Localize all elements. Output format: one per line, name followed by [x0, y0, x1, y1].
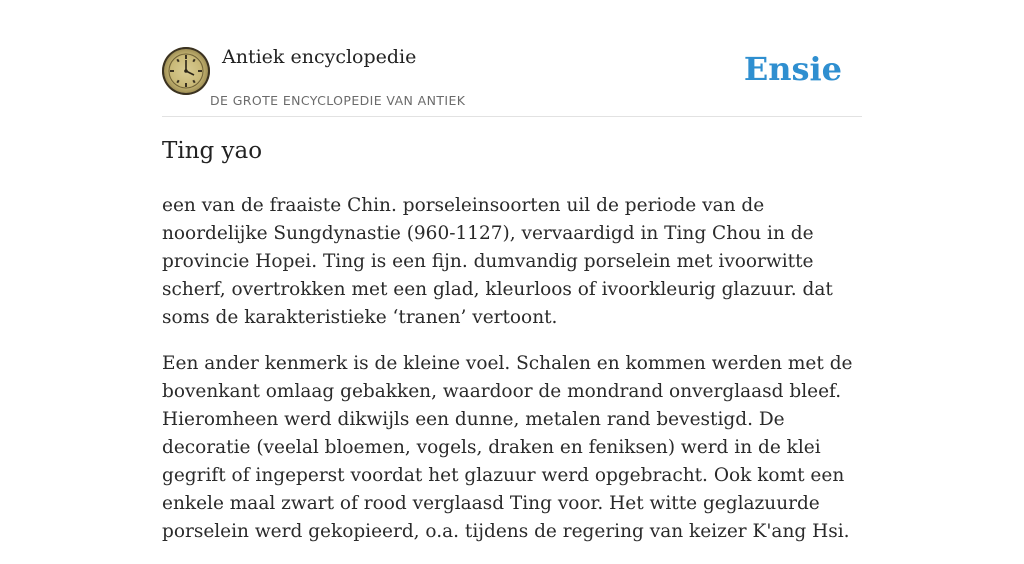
entry-title: Ting yao: [162, 138, 263, 164]
entry-paragraph: Een ander kenmerk is de kleine voel. Schalen en kommen werden met de bovenkant omlaag gebakken, waardoor de mondrand onverglaasd bleef. Hieromheen werd dikwijls een dunne, metalen rand bevestigd. De decoratie (veelal bloemen, vogels, draken en feniksen) werd in de klei gegrift of ingeperst voordat het glazuur werd opgebracht. Ook komt een enkele maal zwart of rood verglaasd Ting voor. Het witte geglazuurde porselein werd gekopieerd, o.a. tijdens de regering van keizer K'ang Hsi.: [162, 353, 853, 542]
ensie-logo-link[interactable]: Ensie: [743, 50, 842, 88]
site-header: [162, 44, 862, 117]
site-subtitle: DE GROTE ENCYCLOPEDIE VAN ANTIEK: [210, 93, 466, 108]
entry-paragraph: een van de fraaiste Chin. porseleinsoorten uil de periode van de noordelijke Sungdynastie (960-1127), vervaardigd in Ting Chou in de provincie Hopei. Ting is een fijn. dumvandig porselein met ivoorwitte scherf, overtrokken met een glad, kleurloos of ivoorkleurig glazuur. dat soms de karakteristieke ‘tranen’ vertoont.: [162, 195, 833, 328]
antique-clock-icon[interactable]: [162, 47, 210, 95]
site-title[interactable]: Antiek encyclopedie: [222, 46, 417, 68]
entry-body: [162, 192, 864, 564]
